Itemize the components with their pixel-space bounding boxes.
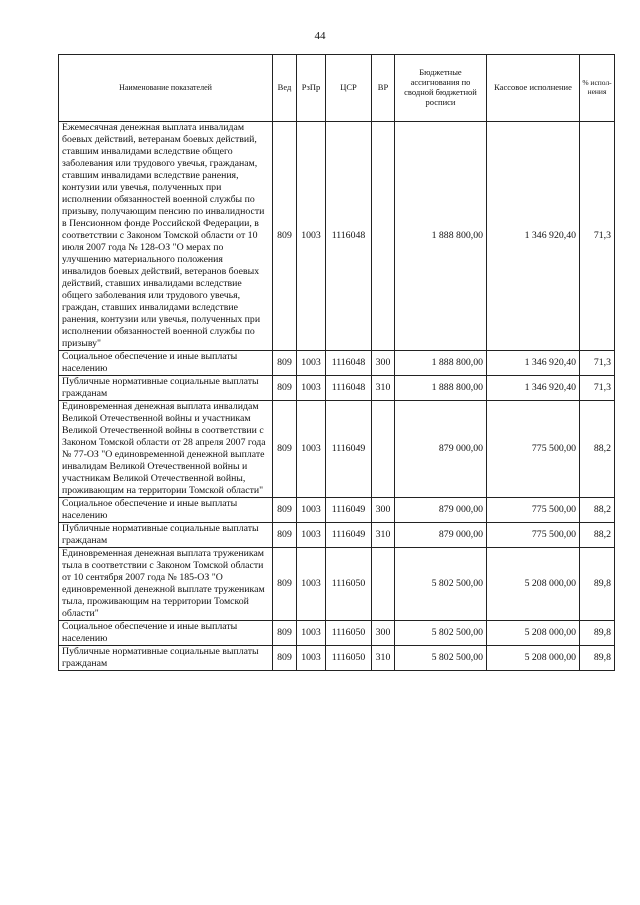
row-percent-cell: 88,2: [580, 401, 615, 498]
row-rzpr-cell: 1003: [297, 351, 326, 376]
row-name-cell: Социальное обеспечение и иные выплаты населению: [59, 498, 273, 523]
row-cash-cell: 775 500,00: [487, 523, 580, 548]
row-percent-cell: 71,3: [580, 376, 615, 401]
row-csr-cell: 1116049: [326, 401, 372, 498]
row-vr-cell: 300: [372, 621, 395, 646]
row-cash-cell: 5 208 000,00: [487, 621, 580, 646]
header-name: Наименование показателей: [59, 55, 273, 122]
row-vr-cell: 310: [372, 646, 395, 671]
row-percent-cell: 88,2: [580, 498, 615, 523]
row-rzpr-cell: 1003: [297, 621, 326, 646]
row-name-cell: Социальное обеспечение и иные выплаты населению: [59, 351, 273, 376]
row-ved-cell: 809: [273, 122, 297, 351]
row-ved-cell: 809: [273, 646, 297, 671]
row-cash-cell: 1 346 920,40: [487, 376, 580, 401]
row-vr-cell: [372, 401, 395, 498]
row-csr-cell: 1116048: [326, 376, 372, 401]
row-assignment-cell: 1 888 800,00: [395, 351, 487, 376]
row-csr-cell: 1116048: [326, 351, 372, 376]
header-rzpr: РзПр: [297, 55, 326, 122]
table-header-row: [59, 55, 615, 122]
row-cash-cell: 1 346 920,40: [487, 122, 580, 351]
row-csr-cell: 1116049: [326, 523, 372, 548]
header-percent: % испол-нения: [580, 55, 615, 122]
row-name-cell: Единовременная денежная выплата труженикам тыла в соответствии с Законом Томской области от 10 сентября 2007 года № 185-ОЗ "О единовременной денежной выплате труженикам тыла, проживающим на территории Томской области": [59, 548, 273, 621]
header-csr: ЦСР: [326, 55, 372, 122]
table-row: [59, 523, 615, 548]
row-rzpr-cell: 1003: [297, 376, 326, 401]
row-assignment-cell: 5 802 500,00: [395, 646, 487, 671]
table-row: [59, 646, 615, 671]
row-assignment-cell: 5 802 500,00: [395, 548, 487, 621]
table-row: [59, 621, 615, 646]
row-ved-cell: 809: [273, 621, 297, 646]
row-ved-cell: 809: [273, 548, 297, 621]
row-assignment-cell: 879 000,00: [395, 401, 487, 498]
row-rzpr-cell: 1003: [297, 523, 326, 548]
row-cash-cell: 5 208 000,00: [487, 548, 580, 621]
row-cash-cell: 1 346 920,40: [487, 351, 580, 376]
row-percent-cell: 88,2: [580, 523, 615, 548]
row-vr-cell: 300: [372, 498, 395, 523]
row-vr-cell: 300: [372, 351, 395, 376]
row-name-cell: Ежемесячная денежная выплата инвалидам боевых действий, ветеранам боевых действий, ставшим инвалидами вследствие общего заболевания или трудового увечья, гражданам, ставшим инвалидами вследствие ранения, контузии или увечья, полученных при исполнении обязанностей военной службы по призыву, получающим пенсию по инвалидности в Пенсионном фонде Российской Федерации, в соответствии с Законом Томской области от 10 июля 2007 года № 128-ОЗ "О мерах по улучшению материального положения инвалидов боевых действий, ветеранов боевых действий, ставших инвалидами вследствие общего заболевания или трудового увечья, граждан, ставших инвалидами вследствие ранения, контузии или увечья, полученных при исполнении обязанностей военной службы по призыву": [59, 122, 273, 351]
row-percent-cell: 89,8: [580, 548, 615, 621]
header-ved: Вед: [273, 55, 297, 122]
row-name-cell: Социальное обеспечение и иные выплаты населению: [59, 621, 273, 646]
row-rzpr-cell: 1003: [297, 122, 326, 351]
table-row: [59, 548, 615, 621]
row-assignment-cell: 879 000,00: [395, 523, 487, 548]
row-assignment-cell: 5 802 500,00: [395, 621, 487, 646]
row-cash-cell: 5 208 000,00: [487, 646, 580, 671]
row-csr-cell: 1116050: [326, 548, 372, 621]
row-rzpr-cell: 1003: [297, 646, 326, 671]
table-row: [59, 401, 615, 498]
row-ved-cell: 809: [273, 376, 297, 401]
row-ved-cell: 809: [273, 401, 297, 498]
row-vr-cell: 310: [372, 376, 395, 401]
row-ved-cell: 809: [273, 498, 297, 523]
row-vr-cell: [372, 548, 395, 621]
row-vr-cell: [372, 122, 395, 351]
row-csr-cell: 1116048: [326, 122, 372, 351]
row-rzpr-cell: 1003: [297, 548, 326, 621]
row-percent-cell: 71,3: [580, 122, 615, 351]
page-number: 44: [314, 30, 326, 42]
table-row: [59, 351, 615, 376]
row-name-cell: Единовременная денежная выплата инвалидам Великой Отечественной войны и участникам Великой Отечественной войны в соответствии с Законом Томской области от 28 апреля 2007 года № 77-ОЗ "О единовременной денежной выплате инвалидам Великой Отечественной войны и участникам Великой Отечественной войны, проживающим на территории Томской области": [59, 401, 273, 498]
table-row: [59, 498, 615, 523]
row-csr-cell: 1116050: [326, 621, 372, 646]
budget-table: [58, 54, 615, 671]
row-csr-cell: 1116050: [326, 646, 372, 671]
header-vr: ВР: [372, 55, 395, 122]
row-name-cell: Публичные нормативные социальные выплаты гражданам: [59, 376, 273, 401]
row-cash-cell: 775 500,00: [487, 401, 580, 498]
row-ved-cell: 809: [273, 351, 297, 376]
row-assignment-cell: 1 888 800,00: [395, 122, 487, 351]
row-rzpr-cell: 1003: [297, 401, 326, 498]
row-vr-cell: 310: [372, 523, 395, 548]
row-name-cell: Публичные нормативные социальные выплаты гражданам: [59, 523, 273, 548]
row-ved-cell: 809: [273, 523, 297, 548]
table-row: [59, 376, 615, 401]
row-cash-cell: 775 500,00: [487, 498, 580, 523]
row-assignment-cell: 879 000,00: [395, 498, 487, 523]
row-percent-cell: 71,3: [580, 351, 615, 376]
row-rzpr-cell: 1003: [297, 498, 326, 523]
row-assignment-cell: 1 888 800,00: [395, 376, 487, 401]
header-assignments: Бюджетные ассигнования по сводной бюджетной росписи: [395, 55, 487, 122]
row-csr-cell: 1116049: [326, 498, 372, 523]
row-name-cell: Публичные нормативные социальные выплаты гражданам: [59, 646, 273, 671]
table-row: [59, 122, 615, 351]
row-percent-cell: 89,8: [580, 646, 615, 671]
row-percent-cell: 89,8: [580, 621, 615, 646]
header-cash-execution: Кассовое исполнение: [487, 55, 580, 122]
